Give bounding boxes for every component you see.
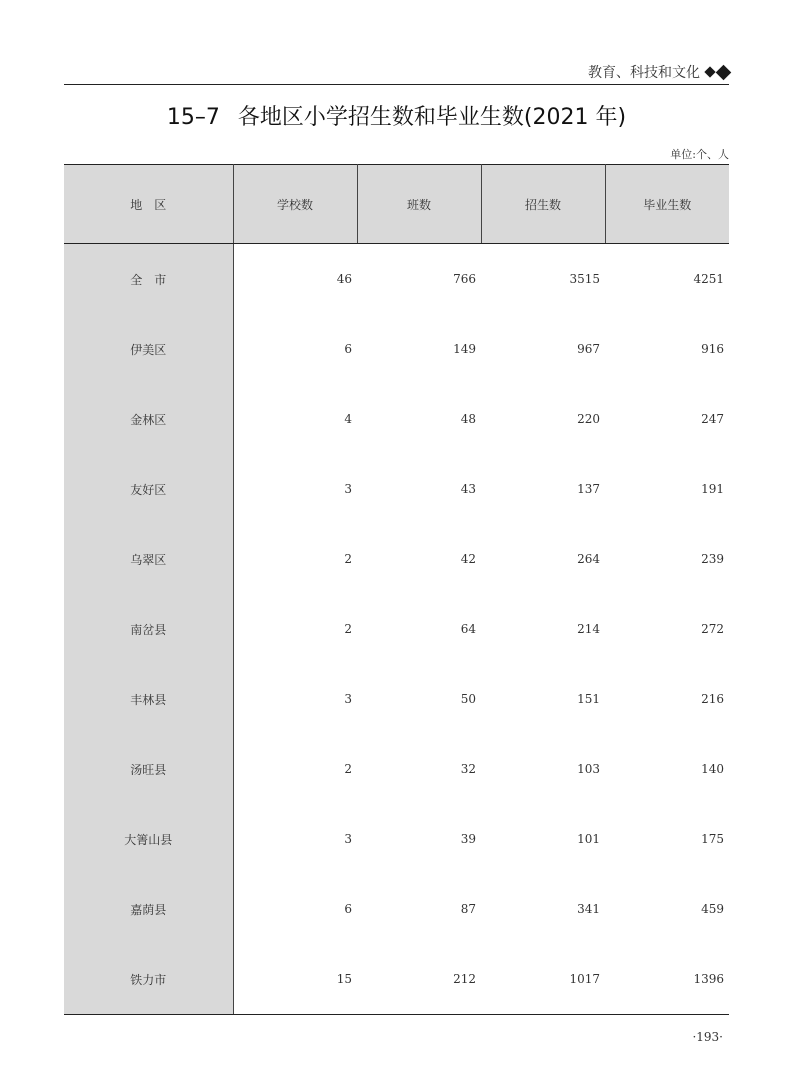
table-row	[64, 314, 729, 384]
region-cell: 大箐山县	[64, 804, 233, 874]
classes-cell: 39	[460, 832, 476, 846]
table-row	[64, 734, 729, 804]
schools-cell: 2	[344, 552, 352, 566]
graduates-cell: 239	[701, 552, 724, 566]
table-row	[64, 594, 729, 664]
classes-cell: 42	[460, 552, 476, 566]
schools-cell: 2	[344, 622, 352, 636]
table-row	[64, 384, 729, 454]
enrollment-cell: 214	[577, 622, 600, 636]
classes-cell: 766	[453, 272, 476, 286]
running-header	[588, 62, 729, 82]
graduates-cell: 272	[701, 622, 724, 636]
graduates-cell: 140	[701, 762, 724, 776]
enrollment-cell: 220	[577, 412, 600, 426]
statistics-table	[64, 164, 729, 1015]
region-cell: 伊美区	[64, 314, 233, 384]
graduates-cell: 247	[701, 412, 724, 426]
enrollment-cell: 137	[577, 482, 600, 496]
schools-cell: 6	[344, 902, 352, 916]
diamond-ornament-icon	[706, 67, 729, 78]
column-header-graduates: 毕业生数	[605, 165, 729, 244]
region-cell: 南岔县	[64, 594, 233, 664]
table-row	[64, 874, 729, 944]
enrollment-cell: 101	[577, 832, 600, 846]
region-cell: 铁力市	[64, 944, 233, 1015]
region-cell: 金林区	[64, 384, 233, 454]
schools-cell: 46	[336, 272, 352, 286]
region-cell: 丰林县	[64, 664, 233, 734]
schools-cell: 3	[344, 832, 352, 846]
enrollment-cell: 264	[577, 552, 600, 566]
page-number: ·193·	[692, 1030, 723, 1044]
enrollment-cell: 151	[577, 692, 600, 706]
region-cell: 全 市	[64, 244, 233, 315]
table-row	[64, 454, 729, 524]
classes-cell: 64	[460, 622, 476, 636]
classes-cell: 149	[453, 342, 476, 356]
table-row	[64, 524, 729, 594]
column-header-region: 地 区	[64, 165, 233, 244]
schools-cell: 2	[344, 762, 352, 776]
graduates-cell: 191	[701, 482, 724, 496]
enrollment-cell: 967	[577, 342, 600, 356]
classes-cell: 32	[460, 762, 476, 776]
classes-cell: 43	[460, 482, 476, 496]
graduates-cell: 459	[701, 902, 724, 916]
classes-cell: 50	[460, 692, 476, 706]
graduates-cell: 1396	[605, 944, 729, 1015]
schools-cell: 4	[344, 412, 352, 426]
column-header-classes: 班数	[357, 165, 481, 244]
schools-cell: 3	[344, 482, 352, 496]
enrollment-cell: 3515	[569, 272, 600, 286]
enrollment-cell: 103	[577, 762, 600, 776]
schools-cell: 15	[233, 944, 357, 1015]
header-divider	[64, 84, 729, 85]
section-name: 教育、科技和文化	[588, 65, 700, 81]
region-cell: 友好区	[64, 454, 233, 524]
schools-cell: 3	[344, 692, 352, 706]
region-cell: 乌翠区	[64, 524, 233, 594]
table-title	[0, 100, 793, 131]
column-header-enrollment: 招生数	[481, 165, 605, 244]
table-body	[64, 244, 729, 1015]
table-number: 15–7	[166, 105, 220, 130]
graduates-cell: 4251	[693, 272, 724, 286]
graduates-cell: 175	[701, 832, 724, 846]
unit-note: 单位:个、人	[670, 148, 729, 161]
enrollment-cell: 1017	[481, 944, 605, 1015]
graduates-cell: 916	[701, 342, 724, 356]
classes-cell: 87	[460, 902, 476, 916]
enrollment-cell: 341	[577, 902, 600, 916]
column-header-schools: 学校数	[233, 165, 357, 244]
table-header-row	[64, 165, 729, 244]
region-cell: 汤旺县	[64, 734, 233, 804]
schools-cell: 6	[344, 342, 352, 356]
table-row	[64, 944, 729, 1015]
table-title-text: 各地区小学招生数和毕业生数(2021 年)	[237, 105, 627, 130]
classes-cell: 48	[460, 412, 476, 426]
graduates-cell: 216	[701, 692, 724, 706]
classes-cell: 212	[357, 944, 481, 1015]
region-cell: 嘉荫县	[64, 874, 233, 944]
table-row	[64, 244, 729, 315]
table-row	[64, 804, 729, 874]
table-row	[64, 664, 729, 734]
